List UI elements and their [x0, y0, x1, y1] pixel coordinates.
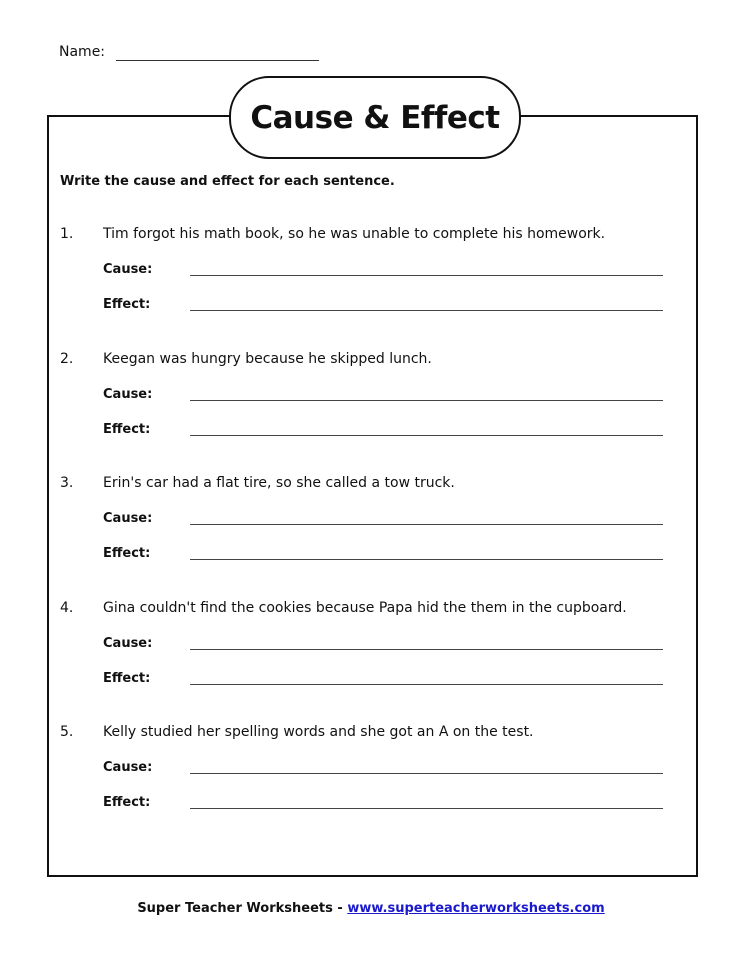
question-sentence: Erin's car had a flat tire, so she called a tow truck. [103, 475, 455, 491]
cause-label: Cause: [103, 760, 153, 775]
question-number: 5. [60, 724, 74, 740]
cause-answer-line[interactable] [190, 400, 663, 401]
cause-label: Cause: [103, 635, 153, 651]
footer [0, 901, 742, 916]
name-label: Name: [59, 44, 106, 60]
question-number: 2. [60, 350, 74, 367]
effect-answer-line[interactable] [190, 684, 663, 685]
question-number: 3. [60, 475, 74, 491]
cause-answer-line[interactable] [190, 524, 663, 525]
cause-label: Cause: [103, 262, 153, 277]
question-sentence: Kelly studied her spelling words and she got an A on the test. [103, 724, 534, 740]
name-field[interactable] [116, 60, 319, 61]
effect-label: Effect: [103, 670, 151, 686]
cause-answer-line[interactable] [190, 649, 663, 650]
question-sentence: Tim forgot his math book, so he was unable to complete his homework. [103, 226, 606, 242]
instructions: Write the cause and effect for each sentence. [60, 174, 395, 189]
question-sentence: Gina couldn't find the cookies because Papa hid the them in the cupboard. [103, 599, 627, 616]
question-number: 4. [60, 599, 74, 616]
effect-label: Effect: [103, 297, 151, 312]
question-number: 1. [60, 226, 74, 242]
title-banner [229, 76, 521, 159]
effect-answer-line[interactable] [190, 559, 663, 560]
effect-label: Effect: [103, 421, 151, 437]
footer-link[interactable]: www.superteacherworksheets.com [347, 901, 605, 916]
effect-label: Effect: [103, 546, 151, 561]
footer-brand: Super Teacher Worksheets - [137, 901, 348, 916]
cause-answer-line[interactable] [190, 275, 663, 276]
cause-label: Cause: [103, 511, 153, 526]
cause-label: Cause: [103, 386, 153, 402]
effect-answer-line[interactable] [190, 808, 663, 809]
effect-answer-line[interactable] [190, 435, 663, 436]
question-sentence: Keegan was hungry because he skipped lunch. [103, 350, 432, 367]
cause-answer-line[interactable] [190, 773, 663, 774]
effect-label: Effect: [103, 795, 151, 810]
effect-answer-line[interactable] [190, 310, 663, 311]
page-title: Cause & Effect [250, 99, 500, 136]
